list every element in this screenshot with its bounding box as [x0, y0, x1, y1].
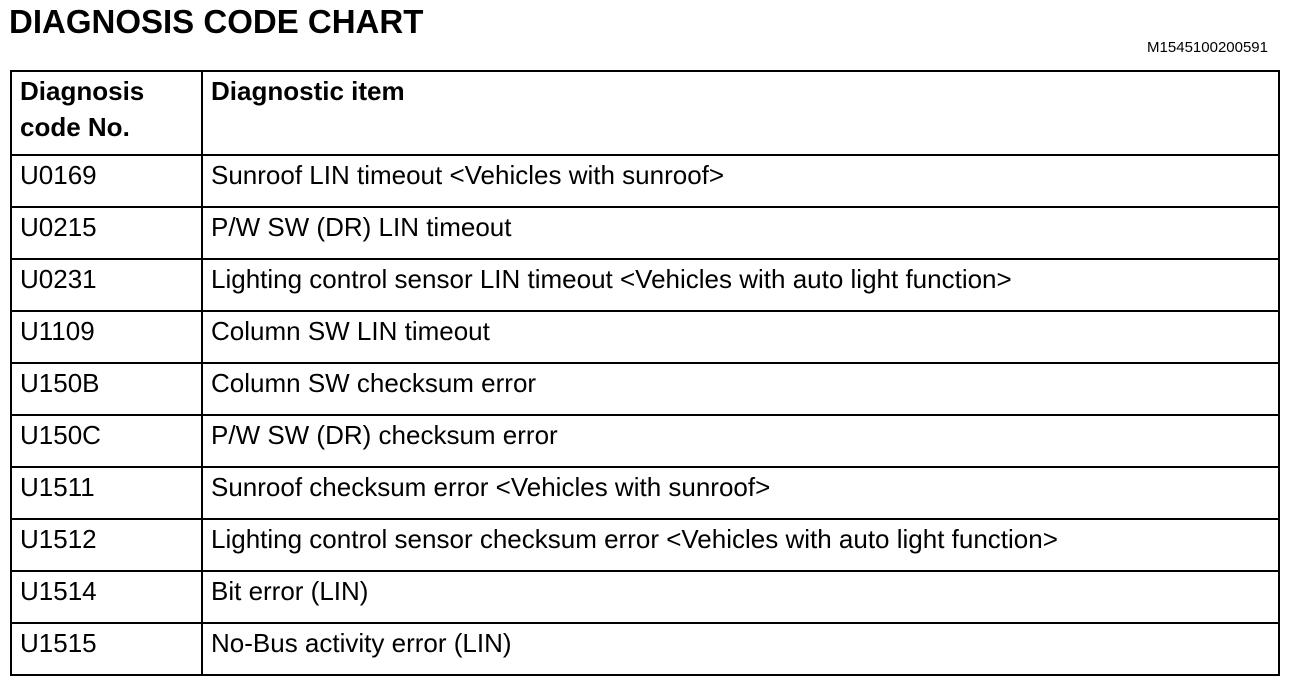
code-cell: U0215 — [11, 207, 202, 259]
item-cell: Bit error (LIN) — [202, 571, 1279, 623]
table-row — [11, 363, 1279, 415]
column-header-code-line2: code No. — [20, 112, 130, 142]
code-cell: U1514 — [11, 571, 202, 623]
item-cell: P/W SW (DR) LIN timeout — [202, 207, 1279, 259]
table-row — [11, 519, 1279, 571]
item-cell: Column SW checksum error — [202, 363, 1279, 415]
code-cell: U1515 — [11, 623, 202, 675]
code-cell: U0169 — [11, 155, 202, 207]
code-cell: U1109 — [11, 311, 202, 363]
code-cell: U150C — [11, 415, 202, 467]
code-cell: U1512 — [11, 519, 202, 571]
table-row — [11, 155, 1279, 207]
table-row — [11, 571, 1279, 623]
table-row — [11, 311, 1279, 363]
table-row — [11, 415, 1279, 467]
item-cell: Sunroof checksum error <Vehicles with sunroof> — [202, 467, 1279, 519]
column-header-item: Diagnostic item — [202, 71, 1279, 155]
item-cell: Lighting control sensor checksum error <Vehicles with auto light function> — [202, 519, 1279, 571]
item-cell: Lighting control sensor LIN timeout <Vehicles with auto light function> — [202, 259, 1279, 311]
page-title: DIAGNOSIS CODE CHART — [9, 3, 424, 40]
table-row — [11, 623, 1279, 675]
code-cell: U150B — [11, 363, 202, 415]
column-header-code-line1: Diagnosis — [20, 76, 145, 106]
table-row — [11, 259, 1279, 311]
table-row — [11, 207, 1279, 259]
code-cell: U1511 — [11, 467, 202, 519]
diagnosis-code-table — [10, 70, 1280, 676]
table-row — [11, 467, 1279, 519]
code-cell: U0231 — [11, 259, 202, 311]
item-cell: No-Bus activity error (LIN) — [202, 623, 1279, 675]
table-header-row — [11, 71, 1279, 155]
item-cell: Sunroof LIN timeout <Vehicles with sunroof> — [202, 155, 1279, 207]
item-cell: P/W SW (DR) checksum error — [202, 415, 1279, 467]
item-cell: Column SW LIN timeout — [202, 311, 1279, 363]
column-header-code — [11, 71, 202, 155]
document-id: M1545100200591 — [1147, 39, 1268, 56]
